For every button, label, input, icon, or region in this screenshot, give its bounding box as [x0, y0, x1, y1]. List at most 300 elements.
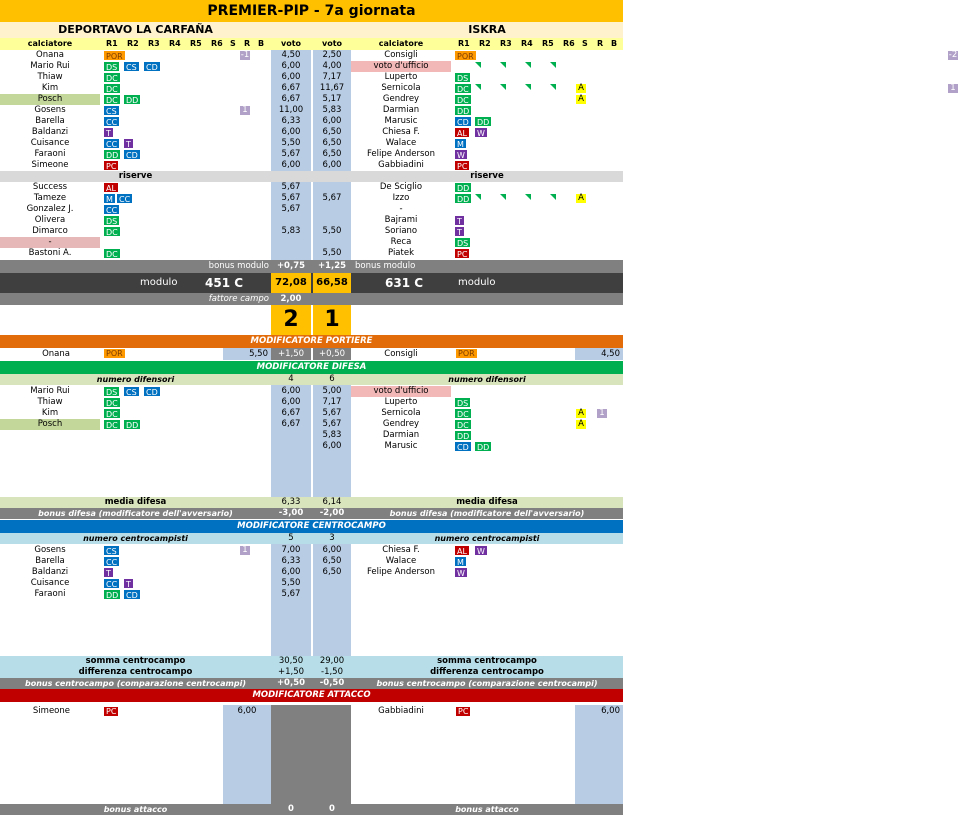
bonus-modulo-row: [0, 260, 623, 273]
difesa-away-role-cd: CD: [457, 443, 469, 452]
home-starter-vote: 6,00: [281, 127, 301, 137]
home-starter-role-dc: DC: [106, 85, 118, 94]
away-starter-a-badge: A: [576, 95, 586, 104]
home-reserve-role-al: AL: [106, 184, 116, 193]
home-starter-role-cc: CC: [106, 140, 118, 149]
away-reserve-role-t: T: [457, 217, 462, 226]
away-col-b: B: [611, 39, 618, 48]
portiere-away-role: POR: [458, 349, 475, 358]
difesa-away-vote: 5,83: [322, 430, 342, 440]
home-reserve-role-m: M: [106, 195, 113, 204]
difesa-media-label-home: media difesa: [104, 497, 167, 507]
attacco-home-role: PC: [106, 707, 117, 716]
difesa-home-role-dc: DC: [106, 421, 118, 430]
centro-home-role-cc: CC: [106, 558, 118, 567]
starter-row: [0, 50, 958, 61]
centro-diff-row: [0, 667, 623, 678]
attacco-away-name: Gabbiadini: [378, 706, 424, 716]
home-starter-vote: 6,67: [281, 83, 301, 93]
home-starter-vote: 6,67: [281, 94, 301, 104]
away-reserve-name: Soriano: [384, 226, 418, 236]
away-starter-vote: 6,50: [322, 127, 342, 137]
centro-away-vote: 6,00: [322, 545, 342, 555]
away-reserve-name: Izzo: [392, 193, 410, 203]
attacco-home-bg: [223, 705, 271, 804]
centro-home-vote: 6,00: [281, 567, 301, 577]
centro-row: [0, 578, 623, 589]
difesa-away-role-dd: DD: [457, 432, 470, 441]
home-reserve-used-vote: 5,67: [322, 193, 342, 203]
away-starter-role-dd: DD: [457, 107, 470, 116]
difesa-home-vote: 6,00: [281, 386, 301, 396]
away-total: 66,58: [313, 273, 351, 293]
centro-row: [0, 589, 623, 600]
away-starter-role-m: M: [457, 140, 464, 149]
centro-away-name: Chiesa F.: [382, 545, 420, 555]
portiere-bonus-home: +1,50: [271, 348, 311, 360]
away-reserve-name: Piatek: [388, 248, 414, 258]
centro-home-role-cc: CC: [106, 580, 118, 589]
difesa-media-home: 6,33: [281, 497, 301, 507]
home-reserve-name: Dimarco: [32, 226, 68, 236]
green-flag-icon: [500, 62, 506, 68]
difesa-home-num: 4: [288, 374, 294, 384]
difesa-away-name: Marusic: [384, 441, 418, 451]
col-b: B: [258, 39, 265, 48]
starter-row: [0, 149, 623, 160]
centro-somma-label-home: somma centrocampo: [85, 656, 186, 666]
home-starter-vote: 6,00: [281, 72, 301, 82]
starter-row: [0, 94, 623, 105]
starter-row: [0, 127, 623, 138]
home-starter-vote: 6,00: [281, 61, 301, 71]
centro-home-vote: 5,67: [281, 589, 301, 599]
away-modulo: 631 C: [385, 276, 424, 290]
difesa-row: [0, 430, 623, 441]
home-starter-name: Posch: [0, 94, 100, 105]
difesa-away-num-label: numero difensori: [448, 375, 526, 384]
home-total: 72,08: [271, 273, 311, 293]
away-reserve-vote: 5,50: [322, 248, 342, 258]
centro-diff-away: -1,50: [321, 667, 343, 677]
fattore-campo-value: 2,00: [280, 294, 302, 304]
starter-row: [0, 105, 623, 116]
centro-somma-away: 29,00: [319, 656, 345, 666]
centro-num-row: [0, 533, 623, 544]
centro-away-role-w: W: [457, 569, 465, 578]
centro-diff-label-away: differenza centrocampo: [430, 667, 544, 677]
attacco-away-val: 6,00: [601, 706, 620, 716]
reserve-row: [0, 193, 623, 204]
home-bonus-modulo: +0,75: [276, 261, 306, 271]
away-starter-role-w: W: [477, 129, 485, 138]
difesa-away-vote: 7,17: [322, 397, 342, 407]
centro-home-s-badge: 1: [240, 546, 250, 555]
away-starter-role-dc: DC: [457, 96, 469, 105]
home-starter-vote: 6,33: [281, 116, 301, 126]
portiere-home-name: Onana: [42, 349, 70, 359]
home-starter-name: Mario Rui: [30, 61, 70, 71]
away-starter-name: Sernicola: [381, 83, 421, 93]
green-flag-icon: [475, 194, 481, 200]
mod-centro-header: MODIFICATORE CENTROCAMPO: [0, 520, 623, 533]
difesa-num-row: [0, 374, 623, 385]
centro-somma-label-away: somma centrocampo: [437, 656, 537, 666]
mod-portiere-row: [0, 348, 623, 360]
home-starter-role-dd: DD: [126, 96, 139, 105]
home-starter-name: Onana: [36, 50, 64, 60]
col-r2: R2: [127, 39, 139, 48]
title-bar: [0, 0, 623, 22]
home-starter-role-dd: DD: [106, 151, 119, 160]
centro-away-num-label: numero centrocampisti: [434, 534, 540, 543]
difesa-home-role-ds: DS: [106, 388, 118, 397]
difesa-media-label-away: media difesa: [456, 497, 518, 507]
away-starter-role-dc: DC: [457, 85, 469, 94]
col-s: S: [230, 39, 236, 48]
centro-away-vote: 6,50: [322, 556, 342, 566]
centro-home-name: Barella: [35, 556, 65, 566]
away-starter-a-badge: A: [576, 84, 586, 93]
away-starter-role-dd: DD: [477, 118, 490, 127]
difesa-row: [0, 441, 623, 452]
home-reserve-name: Olivera: [34, 215, 66, 225]
reserve-row: [0, 237, 623, 248]
away-col-r4: R4: [521, 39, 533, 48]
centro-away-name: Walace: [385, 556, 417, 566]
difesa-row: [0, 386, 623, 397]
centro-away-role-m: M: [457, 558, 464, 567]
home-reserve-role-ds: DS: [106, 217, 118, 226]
centro-away-name: Felipe Anderson: [366, 567, 436, 577]
away-starter-name: Luperto: [384, 72, 418, 82]
away-starter-name: Gendrey: [382, 94, 420, 104]
home-reserve-role-cc: CC: [106, 206, 118, 215]
centro-somma-row: [0, 656, 623, 667]
home-starter-vote: 5,50: [281, 138, 301, 148]
difesa-media-away: 6,14: [322, 497, 342, 507]
away-starter-role-ds: DS: [457, 74, 469, 83]
difesa-away-role-dc: DC: [457, 410, 469, 419]
difesa-away-s-badge: 1: [597, 409, 607, 418]
col-r: R: [244, 39, 251, 48]
away-team-name: ISKRA: [468, 23, 506, 36]
difesa-bonus-label-away: bonus difesa (modificatore dell'avversario): [389, 509, 585, 518]
away-reserve-name: -: [399, 204, 403, 214]
difesa-away-name: Sernicola: [381, 408, 421, 418]
centro-away-num: 3: [329, 533, 335, 543]
difesa-bonus-home: -3,00: [278, 508, 304, 518]
away-col-r: R: [597, 39, 604, 48]
away-reserve-a-badge: A: [576, 194, 586, 203]
difesa-home-vote: 6,00: [281, 397, 301, 407]
home-starter-role-cc: CC: [106, 118, 118, 127]
reserve-row: [0, 204, 623, 215]
difesa-home-num-label: numero difensori: [96, 375, 175, 384]
mod-difesa-header: MODIFICATORE DIFESA: [0, 361, 623, 374]
difesa-home-role-dc: DC: [106, 399, 118, 408]
col-r6: R6: [211, 39, 223, 48]
fattore-campo-row: [0, 293, 623, 305]
away-starter-s-badge: -2: [948, 50, 958, 60]
away-reserve-name: Reca: [390, 237, 412, 247]
green-flag-icon: [525, 62, 531, 68]
attacco-bonus-home: 0: [288, 804, 294, 814]
difesa-row: [0, 408, 623, 419]
away-starter-vote: 11,67: [319, 83, 345, 93]
home-starter-vote: 6,00: [281, 160, 301, 170]
reserve-row: [0, 182, 623, 193]
away-starter-vote: 6,00: [322, 160, 342, 170]
home-modulo: 451 C: [205, 276, 244, 290]
reserve-row: [0, 248, 623, 259]
away-starter-name: voto d'ufficio: [351, 61, 451, 72]
away-reserve-name: De Sciglio: [379, 182, 423, 192]
difesa-home-name: Thiaw: [37, 397, 63, 407]
difesa-bonus-away: -2,00: [319, 508, 345, 518]
col-r4: R4: [169, 39, 181, 48]
difesa-away-num: 6: [329, 374, 335, 384]
centro-somma-home: 30,50: [278, 656, 304, 666]
green-flag-icon: [550, 84, 556, 90]
home-starter-s-badge: -1: [240, 50, 250, 60]
centro-bonus-label-home: bonus centrocampo (comparazione centrocampi): [24, 679, 246, 688]
green-flag-icon: [475, 62, 481, 68]
attacco-bonus-label-away: bonus attacco: [455, 805, 519, 814]
away-starter-role-al: AL: [457, 129, 467, 138]
away-starter-vote: 5,17: [322, 94, 342, 104]
away-score: 1: [313, 305, 351, 335]
difesa-away-name: Gendrey: [382, 419, 420, 429]
difesa-media-row: [0, 497, 623, 508]
portiere-away-name: Consigli: [384, 349, 418, 359]
away-starter-name: Felipe Anderson: [366, 149, 436, 159]
home-starter-role-pc: PC: [106, 162, 117, 171]
away-starter-role-pc: PC: [457, 162, 468, 171]
starter-row: [0, 160, 623, 171]
home-reserve-name: Gonzalez J.: [26, 204, 74, 214]
away-starter-vote: 5,83: [322, 105, 342, 115]
green-flag-icon: [525, 194, 531, 200]
fattore-campo-label: fattore campo: [208, 294, 269, 304]
col-r3: R3: [148, 39, 160, 48]
attacco-row: [0, 706, 623, 717]
home-starter-s-badge: 1: [240, 106, 250, 115]
difesa-away-a-badge: A: [576, 420, 586, 429]
away-starter-vote: 2,50: [322, 50, 342, 60]
home-reserve-vote: 5,83: [281, 226, 301, 236]
centro-home-role-t: T: [106, 569, 111, 578]
home-reserves-label: riserve: [118, 171, 153, 181]
col-r1: R1: [106, 39, 118, 48]
difesa-home-role-dc: DC: [106, 410, 118, 419]
away-starter-name: Darmian: [382, 105, 420, 115]
away-bonus-modulo-label: bonus modulo: [355, 261, 416, 271]
difesa-home-role-dd: DD: [126, 421, 139, 430]
col-r5: R5: [190, 39, 202, 48]
away-col-s: S: [582, 39, 588, 48]
away-starter-role-por: POR: [457, 52, 474, 61]
home-starter-role-dc: DC: [106, 96, 118, 105]
home-starter-name: Barella: [35, 116, 65, 126]
starter-row: [0, 83, 956, 94]
difesa-home-name: Posch: [0, 419, 100, 430]
away-starter-name: Consigli: [384, 50, 418, 60]
home-reserve-vote: 5,67: [281, 204, 301, 214]
starter-row: [0, 72, 623, 83]
away-starter-vote: 6,50: [322, 138, 342, 148]
away-col-r3: R3: [500, 39, 512, 48]
centro-home-name: Faraoni: [34, 589, 66, 599]
difesa-away-vote: 5,67: [322, 408, 342, 418]
home-starter-role-cs: CS: [126, 63, 137, 72]
home-reserve-role-cc: CC: [119, 195, 131, 204]
attacco-home-val: 6,00: [237, 706, 257, 716]
centro-home-name: Gosens: [34, 545, 66, 555]
difesa-away-name: voto d'ufficio: [351, 386, 451, 397]
difesa-away-vote: 5,67: [322, 419, 342, 429]
centro-diff-label-home: differenza centrocampo: [78, 667, 193, 677]
home-starter-name: Cuisance: [30, 138, 70, 148]
away-starter-name: Marusic: [384, 116, 418, 126]
centro-row: [0, 545, 623, 556]
home-reserve-name: Tameze: [33, 193, 67, 203]
home-starter-name: Gosens: [34, 105, 66, 115]
away-reserve-role-dd: DD: [457, 195, 470, 204]
centro-bonus-home: +0,50: [276, 678, 306, 688]
away-bonus-modulo: +1,25: [317, 261, 347, 271]
centro-bonus-away: -0,50: [319, 678, 345, 688]
difesa-away-name: Darmian: [382, 430, 420, 440]
home-reserve-vote: 5,67: [281, 193, 301, 203]
centro-home-vote: 6,33: [281, 556, 301, 566]
starter-row: [0, 138, 623, 149]
attacco-away-bg: [575, 705, 623, 804]
away-col-r1: R1: [458, 39, 470, 48]
difesa-home-name: Kim: [41, 408, 59, 418]
green-flag-icon: [525, 84, 531, 90]
difesa-away-role-dc: DC: [457, 421, 469, 430]
home-starter-name: Baldanzi: [31, 127, 69, 137]
difesa-away-a-badge: A: [576, 409, 586, 418]
difesa-row: [0, 419, 623, 430]
column-headers: [0, 38, 623, 50]
attacco-mid-bg: [271, 705, 351, 804]
home-starter-name: Thiaw: [37, 72, 63, 82]
home-reserve-name: -: [0, 237, 100, 248]
difesa-home-vote: 6,67: [281, 408, 301, 418]
away-col-vote: voto: [321, 39, 343, 48]
home-reserve-vote: 5,67: [281, 182, 301, 192]
difesa-away-vote: 6,00: [322, 441, 342, 451]
green-flag-icon: [500, 194, 506, 200]
portiere-bonus-away: +0,50: [313, 348, 351, 360]
away-reserve-name: Bajrami: [384, 215, 418, 225]
home-starter-role-por: POR: [106, 52, 123, 61]
green-flag-icon: [500, 84, 506, 90]
centro-row: [0, 556, 623, 567]
away-col-r6: R6: [563, 39, 575, 48]
difesa-row: [0, 397, 623, 408]
home-col-player: calciatore: [27, 39, 73, 48]
centro-home-vote: 5,50: [281, 578, 301, 588]
portiere-home-val: 5,50: [223, 348, 271, 360]
home-starter-role-t: T: [126, 140, 131, 149]
green-flag-icon: [550, 194, 556, 200]
centro-home-role-dd: DD: [106, 591, 119, 600]
home-bonus-modulo-label: bonus modulo: [208, 261, 269, 271]
centro-home-vote: 7,00: [281, 545, 301, 555]
centro-home-role-t: T: [126, 580, 131, 589]
reserves-header: [0, 171, 623, 182]
home-starter-name: Faraoni: [34, 149, 66, 159]
home-reserve-used-vote: 5,50: [322, 226, 342, 236]
centro-away-role-al: AL: [457, 547, 467, 556]
starter-row: [0, 61, 623, 72]
home-starter-vote: 5,67: [281, 149, 301, 159]
attacco-bonus-away: 0: [329, 804, 335, 814]
away-starter-vote: 6,50: [322, 149, 342, 159]
home-col-vote: voto: [280, 39, 302, 48]
attacco-bonus-row: [0, 804, 623, 815]
home-reserve-role-dc: DC: [106, 228, 118, 237]
home-reserve-role-dc: DC: [106, 250, 118, 259]
home-starter-role-dc: DC: [106, 74, 118, 83]
mod-attacco-header: MODIFICATORE ATTACCO: [0, 689, 623, 702]
portiere-home-role: POR: [106, 349, 123, 358]
away-modulo-label: modulo: [458, 277, 496, 288]
difesa-home-role-cs: CS: [126, 388, 137, 397]
home-starter-vote: 4,50: [281, 50, 301, 60]
away-starter-name: Walace: [385, 138, 417, 148]
centro-away-vote: 6,50: [322, 567, 342, 577]
portiere-away-val: 4,50: [575, 348, 623, 360]
attacco-home-name: Simeone: [32, 706, 70, 716]
starter-row: [0, 116, 623, 127]
away-col-player: calciatore: [378, 39, 424, 48]
modulo-row: [0, 273, 623, 293]
score-row: [0, 305, 623, 335]
attacco-bonus-label-home: bonus attacco: [103, 805, 168, 814]
away-reserves-label: riserve: [470, 171, 504, 181]
difesa-away-name: Luperto: [384, 397, 418, 407]
centro-home-role-cd: CD: [126, 591, 138, 600]
difesa-home-vote: 6,67: [281, 419, 301, 429]
home-starter-role-t: T: [106, 129, 111, 138]
home-reserve-name: Success: [32, 182, 68, 192]
difesa-home-name: Mario Rui: [30, 386, 70, 396]
centro-bonus-label-away: bonus centrocampo (comparazione centrocampi): [376, 679, 598, 688]
difesa-bonus-row: [0, 508, 623, 519]
home-starter-role-cs: CS: [106, 107, 117, 116]
centro-row: [0, 567, 623, 578]
centro-diff-home: +1,50: [277, 667, 305, 677]
centro-home-num: 5: [288, 533, 294, 543]
reserve-row: [0, 215, 623, 226]
difesa-away-role-dd: DD: [477, 443, 490, 452]
centro-home-num-label: numero centrocampisti: [83, 534, 188, 543]
attacco-away-role: PC: [458, 707, 469, 716]
mod-portiere-header: MODIFICATORE PORTIERE: [0, 335, 623, 348]
home-starter-role-ds: DS: [106, 63, 118, 72]
home-modulo-label: modulo: [140, 277, 178, 288]
away-starter-vote: 7,17: [322, 72, 342, 82]
away-reserve-role-t: T: [457, 228, 462, 237]
home-starter-role-cd: CD: [146, 63, 158, 72]
away-col-r5: R5: [542, 39, 554, 48]
team-header: [0, 22, 623, 38]
difesa-bonus-label-home: bonus difesa (modificatore dell'avversario): [38, 509, 233, 518]
